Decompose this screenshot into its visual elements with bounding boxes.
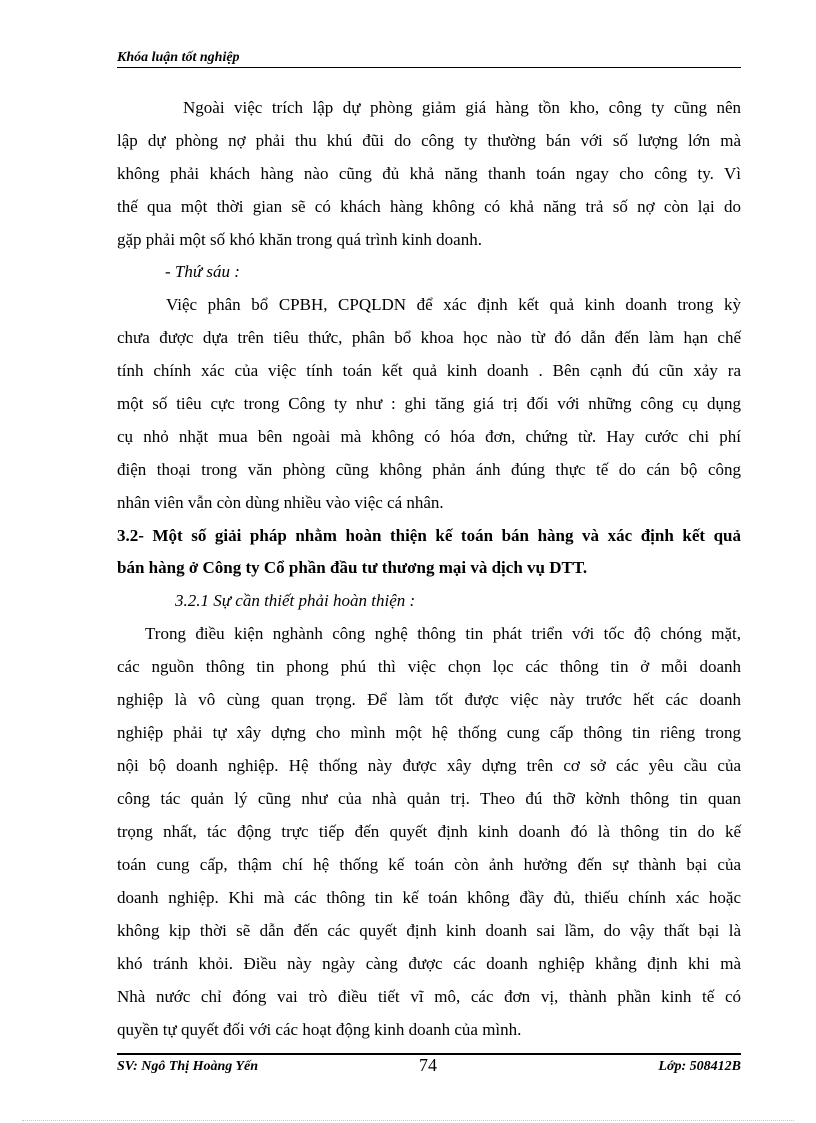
body-line: quyền tự quyết đối với các hoạt động kinh doanh của mình. [117, 1020, 522, 1039]
header-divider [117, 67, 741, 68]
page-number: 74 [419, 1055, 437, 1075]
body-line: không kịp thời sẽ dẫn đến các quyết định kinh doanh sai lầm, do vậy thất bại là [117, 921, 741, 940]
body-line: cụ nhỏ nhặt mua bên ngoài mà không có hóa đơn, chứng từ. Hay cước chi phí [117, 427, 741, 446]
body-line: nội bộ doanh nghiệp. Hệ thống này được xây dựng trên cơ sở các yêu cầu của [117, 756, 741, 775]
body-line: khó tránh khỏi. Điều này ngày càng được các doanh nghiệp khẳng định khi mà [117, 954, 741, 973]
body-line: công tác quản lý cũng như của nhà quản trị. Theo đú thỡ kờnh thông tin quan [117, 789, 741, 808]
body-line: Ngoài việc trích lập dự phòng giảm giá hàng tồn kho, công ty cũng nên [183, 98, 741, 117]
body-line: doanh nghiệp. Khi mà các thông tin kế toán không đầy đủ, thiếu chính xác hoặc [117, 888, 741, 907]
body-line: Việc phân bổ CPBH, CPQLDN để xác định kết quả kinh doanh trong kỳ [166, 295, 741, 314]
footer-class: Lớp: 508412B [658, 1059, 741, 1074]
footer-student-name: SV: Ngô Thị Hoàng Yến [117, 1059, 259, 1074]
body-line: không phải khách hàng nào cũng đủ khả năng thanh toán ngay cho công ty. Vì [117, 164, 741, 183]
body-line: nhân viên vẫn còn dùng nhiều vào việc cá nhân. [117, 493, 444, 512]
section-label: - Thứ sáu : [165, 262, 240, 281]
section-heading: 3.2- Một số giải pháp nhằm hoàn thiện kế toán bán hàng và xác định kết quả [117, 526, 741, 545]
body-line: lập dự phòng nợ phải thu khú đũi do công ty thường bán với số lượng lớn mà [117, 131, 741, 150]
subsection-heading: 3.2.1 Sự cần thiết phải hoàn thiện : [175, 591, 416, 610]
body-line: nghiệp là vô cùng quan trọng. Để làm tốt được việc này trước hết các doanh [117, 690, 741, 709]
body-line: Nhà nước chỉ đóng vai trò điều tiết vĩ mô, các đơn vị, thành phần kinh tế có [117, 987, 741, 1006]
body-line: một số tiêu cực trong Công ty như : ghi tăng giá trị đối với những công cụ dụng [117, 394, 741, 413]
body-line: điện thoại trong văn phòng cũng không phản ánh đúng thực tế do cán bộ công [117, 460, 741, 479]
body-line: nghiệp phải tự xây dựng cho mình một hệ thống cung cấp thông tin riêng trong [117, 723, 741, 742]
body-line: toán cung cấp, thậm chí hệ thống kế toán còn ảnh hưởng đến sự thành bại của [117, 855, 741, 874]
section-heading: bán hàng ở Công ty Cổ phần đầu tư thương mại và dịch vụ DTT. [117, 558, 588, 577]
body-line: các nguồn thông tin phong phú thì việc chọn lọc các thông tin ở mỗi doanh [117, 657, 741, 676]
body-line: chưa được dựa trên tiêu thức, phân bổ khoa học nào từ đó dẫn đến làm hạn chế [117, 328, 741, 347]
body-line: Trong điều kiện nghành công nghệ thông tin phát triển với tốc độ chóng mặt, [145, 624, 741, 643]
body-line: tính chính xác của việc tính toán kết quả kinh doanh . Bên cạnh đú cũn xảy ra [117, 361, 741, 380]
header-title: Khóa luận tốt nghiệp [117, 50, 240, 65]
body-line: thế qua một thời gian sẽ có khách hàng không có khả năng trả số nợ còn lại do [117, 197, 741, 216]
body-line: gặp phải một số khó khăn trong quá trình kinh doanh. [117, 230, 482, 249]
page-edge-divider [22, 1120, 794, 1121]
body-line: trọng nhất, tác động trực tiếp đến quyết định kinh doanh đó là thông tin do kế [117, 822, 741, 841]
